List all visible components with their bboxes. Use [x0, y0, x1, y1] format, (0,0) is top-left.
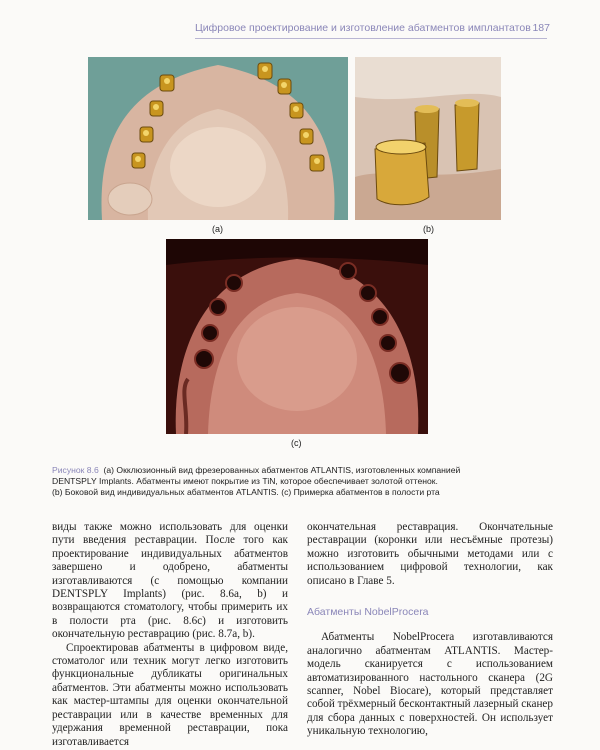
figure-caption: [52, 465, 552, 498]
caption-line-2: DENTSPLY Implants. Абатменты имеют покрытие из TiN, которое обеспечивает золотой оттенок.: [52, 476, 438, 486]
right-column: [307, 521, 553, 739]
caption-line-1: [52, 465, 552, 476]
photo-panel-b: [355, 57, 501, 220]
section-heading: Абатменты NobelProcera: [307, 606, 429, 619]
panel-a-label: (a): [212, 224, 223, 234]
header-rule: [195, 38, 547, 39]
running-header: [195, 22, 550, 34]
photo-c-illustration: [166, 239, 428, 434]
left-column: [52, 521, 288, 749]
panel-c-label: (c): [291, 438, 302, 448]
left-paragraph-1: виды также можно использовать для оценки пути введения реставрации. После того как проектирование индивидуальных абатментов завершено и одобрено, абатменты изготавливаются (с помощью компании DENTSPLY Implants) (рис. 8.6a, b) и возвращаются стоматологу, чтобы примерить их в полости рта (рис. 8.6c) и изготовить окончательную реставрацию (рис. 8.7a, b).: [52, 521, 288, 641]
right-paragraph-2: Абатменты NobelProcera изготавливаются аналогично абатментам ATLANTIS. Мастер-модель сканируется с использованием автоматизированного настольного сканера (2G scanner, Nobel Biocare), который представляет собой трёхмерный бесконтактный лазерный сканер для сбора данных с поверхностей. Он использует уникальную технологию,: [307, 631, 553, 738]
caption-line-3: (b) Боковой вид индивидуальных абатментов ATLANTIS. (c) Примерка абатментов в полости рта: [52, 487, 440, 497]
page-number: 187: [532, 22, 550, 34]
photo-b-illustration: [355, 57, 501, 220]
caption-label: Рисунок 8.6: [52, 465, 99, 475]
right-paragraph-1: окончательная реставрация. Окончательные реставрации (коронки или несъёмные протезы) можно изготовить обычными методами или с использованием цифровой технологии, как описано в Главе 5.: [307, 521, 553, 587]
caption-line-1-text: (a) Окклюзионный вид фрезерованных абатментов ATLANTIS, изготовленных компанией: [103, 465, 461, 475]
running-title: Цифровое проектирование и изготовление абатментов имплантатов: [195, 22, 531, 34]
photo-a-illustration: [88, 57, 348, 220]
panel-b-label: (b): [423, 224, 434, 234]
photo-panel-c: [166, 239, 428, 434]
photo-panel-a: [88, 57, 348, 220]
left-paragraph-2: Спроектировав абатменты в цифровом виде, стоматолог или техник могут легко изготовить функциональные дубликаты оригинальных абатментов. Эти абатменты можно использовать как мастер-штампы для оценки окончательной реставрации или в качестве временных для удержания временной реставрации, пока изготавливается: [52, 641, 288, 748]
